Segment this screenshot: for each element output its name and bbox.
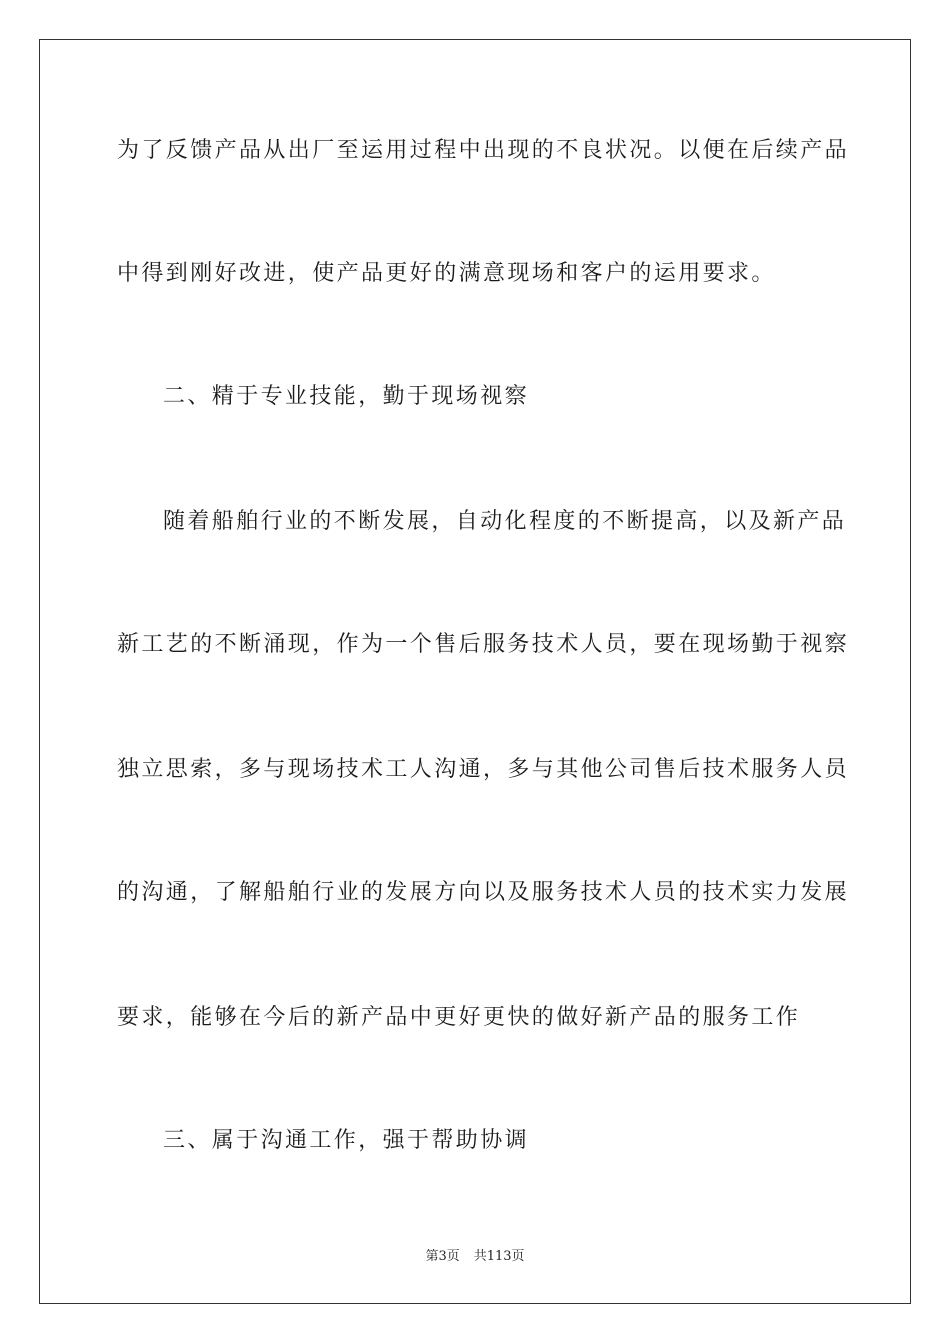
- total-pages: 共113页: [473, 1249, 525, 1264]
- section-heading: 二、精于专业技能，勤于现场视察: [163, 384, 530, 409]
- body-text-line: 新工艺的不断涌现，作为一个售后服务技术人员，要在现场勤于视察: [117, 632, 850, 657]
- page-footer: [0, 1248, 950, 1266]
- body-text-line: 的沟通，了解船舶行业的发展方向以及服务技术人员的技术实力发展: [117, 880, 850, 905]
- body-text-line: 为了反馈产品从出厂至运用过程中出现的不良状况。以便在后续产品: [117, 138, 850, 163]
- body-text-line: 随着船舶行业的不断发展，自动化程度的不断提高，以及新产品: [163, 509, 847, 534]
- body-text-line: 中得到刚好改进，使产品更好的满意现场和客户的运用要求。: [117, 261, 776, 286]
- page-number: 第3页: [425, 1249, 460, 1264]
- section-heading: 三、属于沟通工作，强于帮助协调: [163, 1128, 530, 1153]
- body-text-line: 独立思索，多与现场技术工人沟通，多与其他公司售后技术服务人员: [117, 757, 850, 782]
- body-text-line: 要求，能够在今后的新产品中更好更快的做好新产品的服务工作: [117, 1005, 801, 1030]
- page-border: [39, 39, 911, 1304]
